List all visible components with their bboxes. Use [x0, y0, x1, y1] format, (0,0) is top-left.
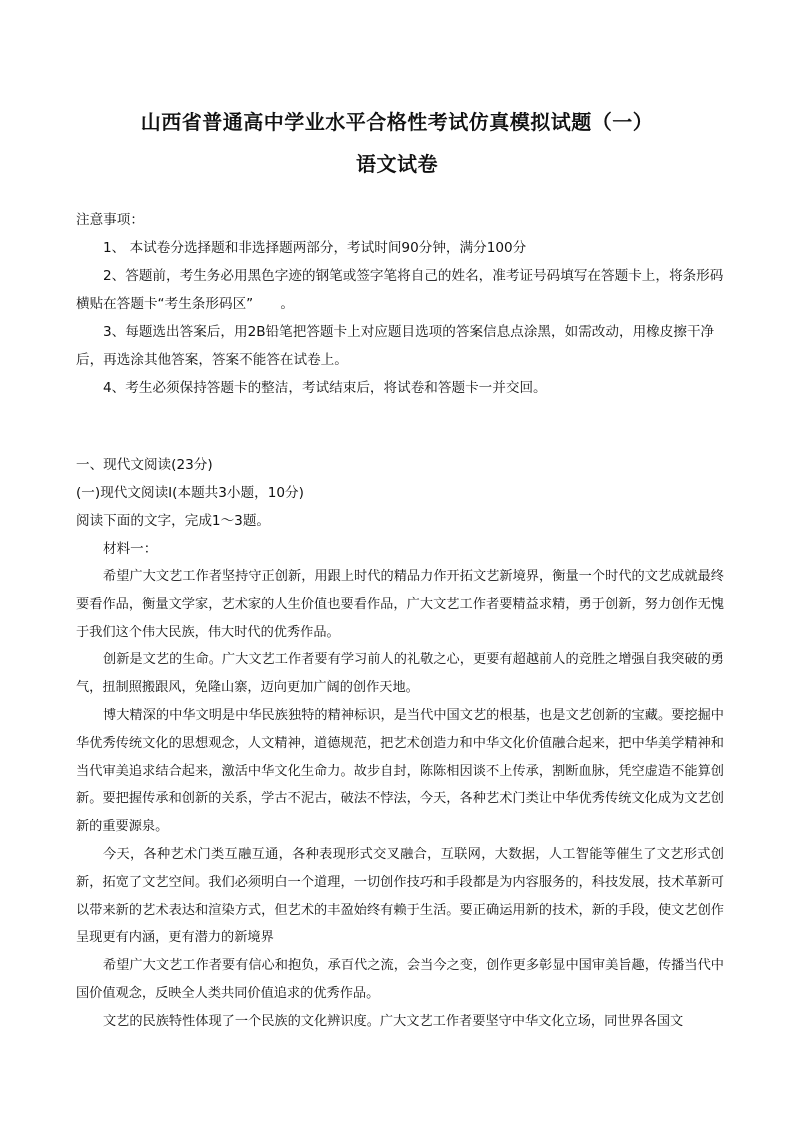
- notice-item: 4、考生必须保持答题卡的整洁，考试结束后，将试卷和答题卡一并交回。: [103, 380, 547, 396]
- notice-heading: 注意事项：: [76, 212, 144, 228]
- notice-block: [76, 206, 724, 402]
- material-label: 材料一：: [103, 541, 158, 557]
- passage-paragraph: 创新是文艺的生命。广大文艺工作者要有学习前人的礼敬之心，更要有超越前人的竞胜之增强自我突破的勇气，扭制照搬跟风，免隆山寨，迈向更加广阔的创作天地。: [76, 652, 724, 696]
- notice-item: 2、答题前，考生务必用黑色字迹的钢笔或签字笔将自己的姓名，准考证号码填写在答题卡上，将条形码横贴在答题卡“考生条形码区” 。: [76, 268, 724, 312]
- passage-paragraph: 希望广大文艺工作者坚持守正创新，用跟上时代的精品力作开拓文艺新境界，衡量一个时代的文艺成就最终要看作品，衡量文学家，艺术家的人生价值也要看作品，广大文艺工作者要精益求精，勇于创新，努力创作无愧于我们这个伟大民族，伟大时代的优秀作品。: [76, 569, 724, 640]
- passage-paragraph: 希望广大文艺工作者要有信心和抱负，承百代之流，会当今之变，创作更多彰显中国审美旨趣，传播当代中国价值观念，反映全人类共同价值追求的优秀作品。: [76, 958, 724, 1001]
- section-header: [76, 451, 724, 563]
- passage-paragraph: 博大精深的中华文明是中华民族独特的精神标识，是当代中国文艺的根基，也是文艺创新的宝藏。要挖掘中华优秀传统文化的思想观念，人文精神，道德规范，把艺术创造力和中华文化价值融合起来，把中华美学精神和当代审美追求结合起来，激活中华文化生命力。故步自封，陈陈相因谈不上传承，割断血脉，凭空虚造不能算创新。要把握传承和创新的关系，学古不泥古，破法不悖法，今天，各种艺术门类让中华优秀传统文化成为文艺创新的重要源泉。: [76, 707, 724, 835]
- section-instruction: 阅读下面的文字，完成1～3题。: [76, 513, 271, 529]
- reading-passage: [76, 563, 724, 1036]
- exam-subtitle: 语文试卷: [356, 152, 438, 176]
- passage-paragraph: 文艺的民族特性体现了一个民族的文化辨识度。广大文艺工作者要坚守中华文化立场，同世界各国文: [103, 1013, 684, 1029]
- section-subpart: (一)现代文阅读Ⅰ(本题共3小题，10分): [76, 485, 304, 501]
- section-part: 一、现代文阅读(23分): [76, 457, 213, 473]
- notice-item: 1、 本试卷分选择题和非选择题两部分，考试时间90分钟，满分100分: [103, 240, 527, 256]
- passage-paragraph: 今天，各种艺术门类互融互通，各种表现形式交叉融合，互联网，大数据，人工智能等催生了文艺形式创新，拓宽了文艺空间。我们必须明白一个道理，一切创作技巧和手段都是为内容服务的，科技发展，技术革新可以带来新的艺术表达和渲染方式，但艺术的丰盈始终有赖于生活。要正确运用新的技术，新的手段，使文艺创作呈现更有内涵，更有潜力的新境界: [76, 846, 724, 946]
- exam-title: 山西省普通高中学业水平合格性考试仿真模拟试题（一）: [140, 110, 654, 134]
- notice-item: 3、每题选出答案后，用2B铅笔把答题卡上对应题目选项的答案信息点涂黑，如需改动，用橡皮擦干净后，再选涂其他答案，答案不能答在试卷上。: [76, 324, 715, 368]
